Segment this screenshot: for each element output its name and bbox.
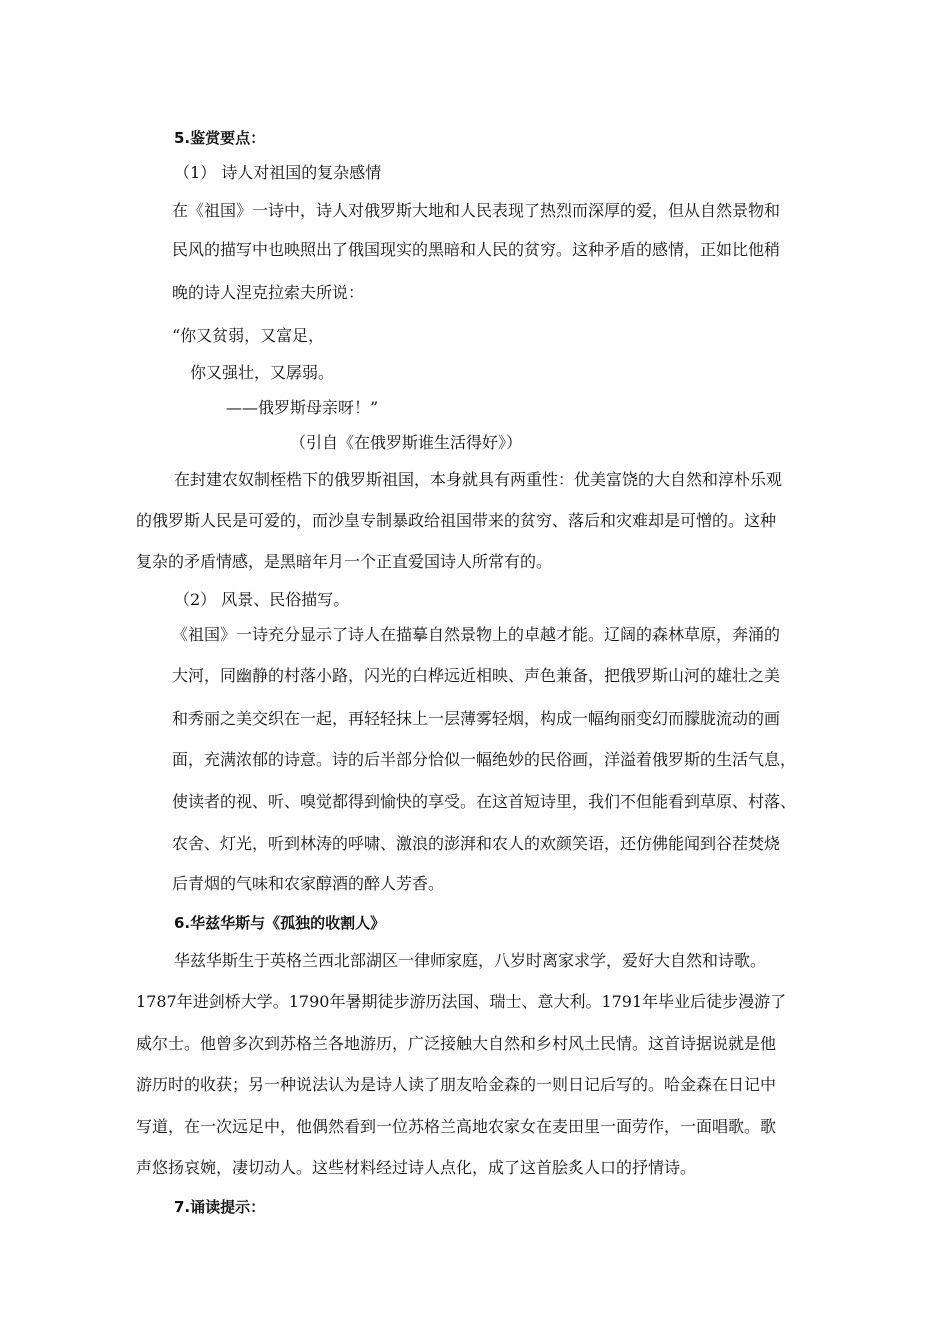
paragraph-line: 民风的描写中也映照出了俄国现实的黑暗和人民的贫穷。这种矛盾的感情，正如比他稍 — [172, 240, 781, 259]
quote-line-1: “你又贫弱，又富足， — [172, 326, 325, 345]
paragraph-line: 写道，在一次远足中，他偶然看到一位苏格兰高地农家女在麦田里一面劳作，一面唱歌。歌 — [136, 1117, 777, 1136]
paragraph-line: 和秀丽之美交织在一起，再轻轻抹上一层薄雾轻烟，构成一幅绚丽变幻而朦胧流动的画 — [172, 709, 781, 728]
paragraph-line: 华兹华斯生于英格兰西北部湖区一律师家庭，八岁时离家求学，爱好大自然和诗歌。 — [174, 951, 767, 970]
quote-line-2: 你又强壮，又孱弱。 — [190, 363, 335, 382]
section-6-heading: 6.华兹华斯与《孤独的收割人》 — [174, 914, 386, 932]
section-5-subheading-1: （1） 诗人对祖国的复杂感情 — [174, 163, 382, 182]
paragraph-line: 《祖国》一诗充分显示了诗人在描摹自然景物上的卓越才能。辽阔的森林草原，奔涌的 — [172, 625, 781, 644]
paragraph-line: 声悠扬哀婉，凄切动人。这些材料经过诗人点化，成了这首脍炙人口的抒情诗。 — [136, 1158, 697, 1177]
paragraph-line: 的俄罗斯人民是可爱的，而沙皇专制暴政给祖国带来的贫穷、落后和灾难却是可憎的。这种 — [136, 511, 777, 530]
paragraph-line: 威尔士。他曾多次到苏格兰各地游历，广泛接触大自然和乡村风土民情。这首诗据说就是他 — [136, 1034, 777, 1053]
paragraph-line: 复杂的矛盾情感，是黑暗年月一个正直爱国诗人所常有的。 — [136, 552, 553, 571]
section-5-subheading-2: （2） 风景、民俗描写。 — [174, 590, 350, 609]
paragraph-line: 在《祖国》一诗中，诗人对俄罗斯大地和人民表现了热烈而深厚的爱，但从自然景物和 — [172, 201, 781, 220]
paragraph-line: 使读者的视、听、嗅觉都得到愉快的享受。在这首短诗里，我们不但能看到草原、村落、 — [172, 792, 797, 811]
paragraph-line: 游历时的收获；另一种说法认为是诗人读了朋友哈金森的一则日记后写的。哈金森在日记中 — [136, 1075, 777, 1094]
section-7-heading: 7.诵读提示： — [174, 1198, 266, 1216]
paragraph-line: 大河，同幽静的村落小路，闪光的白桦远近相映、声色兼备，把俄罗斯山河的雄壮之美 — [172, 666, 781, 685]
paragraph-line: 晚的诗人涅克拉索夫所说： — [172, 283, 365, 302]
paragraph-line: 在封建农奴制桎梏下的俄罗斯祖国，本身就具有两重性：优美富饶的大自然和淳朴乐观 — [174, 470, 783, 489]
section-5-heading: 5.鉴赏要点： — [174, 129, 266, 147]
paragraph-line: 面，充满浓郁的诗意。诗的后半部分恰似一幅绝妙的民俗画，洋溢着俄罗斯的生活气息， — [172, 750, 797, 769]
quote-line-3: ——俄罗斯母亲呀！” — [226, 398, 379, 417]
paragraph-line: 后青烟的气味和农家醇酒的醉人芳香。 — [172, 874, 445, 893]
paragraph-line: 农舍、灯光，听到林涛的呼啸、激浪的澎湃和农人的欢颜笑语，还仿佛能闻到谷茬焚烧 — [172, 834, 781, 853]
quote-source: （引自《在俄罗斯谁生活得好》） — [290, 433, 523, 452]
paragraph-line: 1787年进剑桥大学。1790年暑期徒步游历法国、瑞士、意大利。1791年毕业后徒步漫游了 — [136, 992, 787, 1011]
